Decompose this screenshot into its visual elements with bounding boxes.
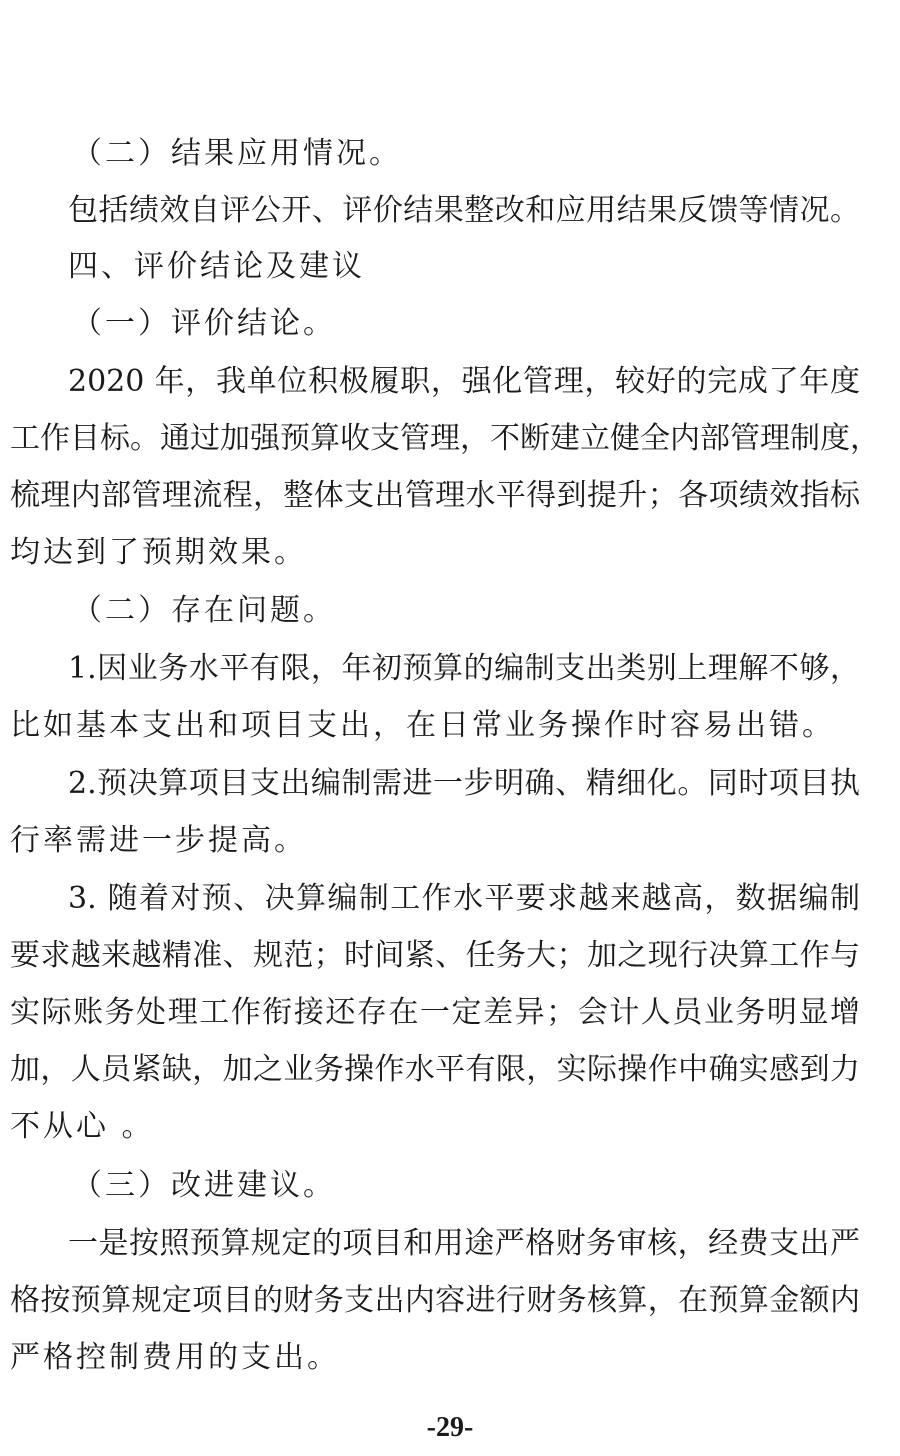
paragraph-line: 格按预算规定项目的财务支出内容进行财务核算，在预算金额内 bbox=[10, 1283, 860, 1318]
paragraph-line: 行率需进一步提高。 bbox=[10, 823, 307, 858]
paragraph-line: 2020 年，我单位积极履职，强化管理，较好的完成了年度 bbox=[68, 364, 860, 399]
paragraph-line: 3. 随着对预、决算编制工作水平要求越来越高，数据编制 bbox=[68, 881, 860, 916]
subheading-improvement-suggestions: （三）改进建议。 bbox=[72, 1168, 336, 1203]
subheading-existing-problems: （二）存在问题。 bbox=[72, 593, 336, 628]
subheading-result-application: （二）结果应用情况。 bbox=[72, 136, 402, 171]
paragraph-line: 严格控制费用的支出。 bbox=[10, 1340, 340, 1375]
paragraph-line: 1.因业务水平有限，年初预算的编制支出类别上理解不够， bbox=[68, 651, 860, 686]
paragraph-line: 一是按照预算规定的项目和用途严格财务审核，经费支出严 bbox=[68, 1226, 860, 1261]
page-number: -29- bbox=[426, 1412, 474, 1443]
paragraph-line: 均达到了预期效果。 bbox=[10, 535, 307, 570]
paragraph-line: 包括绩效自评公开、评价结果整改和应用结果反馈等情况。 bbox=[68, 193, 860, 228]
paragraph-line: 工作目标。通过加强预算收支管理，不断建立健全内部管理制度， bbox=[10, 421, 880, 456]
paragraph-line: 要求越来越精准、规范；时间紧、任务大；加之现行决算工作与 bbox=[10, 938, 860, 973]
subheading-evaluation-conclusion: （一）评价结论。 bbox=[72, 306, 336, 341]
paragraph-line: 梳理内部管理流程，整体支出管理水平得到提升；各项绩效指标 bbox=[10, 478, 860, 513]
section-heading-conclusion: 四、评价结论及建议 bbox=[68, 249, 365, 284]
paragraph-line: 加，人员紧缺，加之业务操作水平有限，实际操作中确实感到力 bbox=[10, 1052, 860, 1087]
paragraph-line: 比如基本支出和项目支出，在日常业务操作时容易出错。 bbox=[10, 708, 835, 743]
paragraph-line: 2.预决算项目支出编制需进一步明确、精细化。同时项目执 bbox=[68, 766, 860, 801]
paragraph-line: 实际账务处理工作衔接还存在一定差异；会计人员业务明显增 bbox=[10, 995, 860, 1030]
paragraph-line: 不从心 。 bbox=[10, 1109, 155, 1144]
